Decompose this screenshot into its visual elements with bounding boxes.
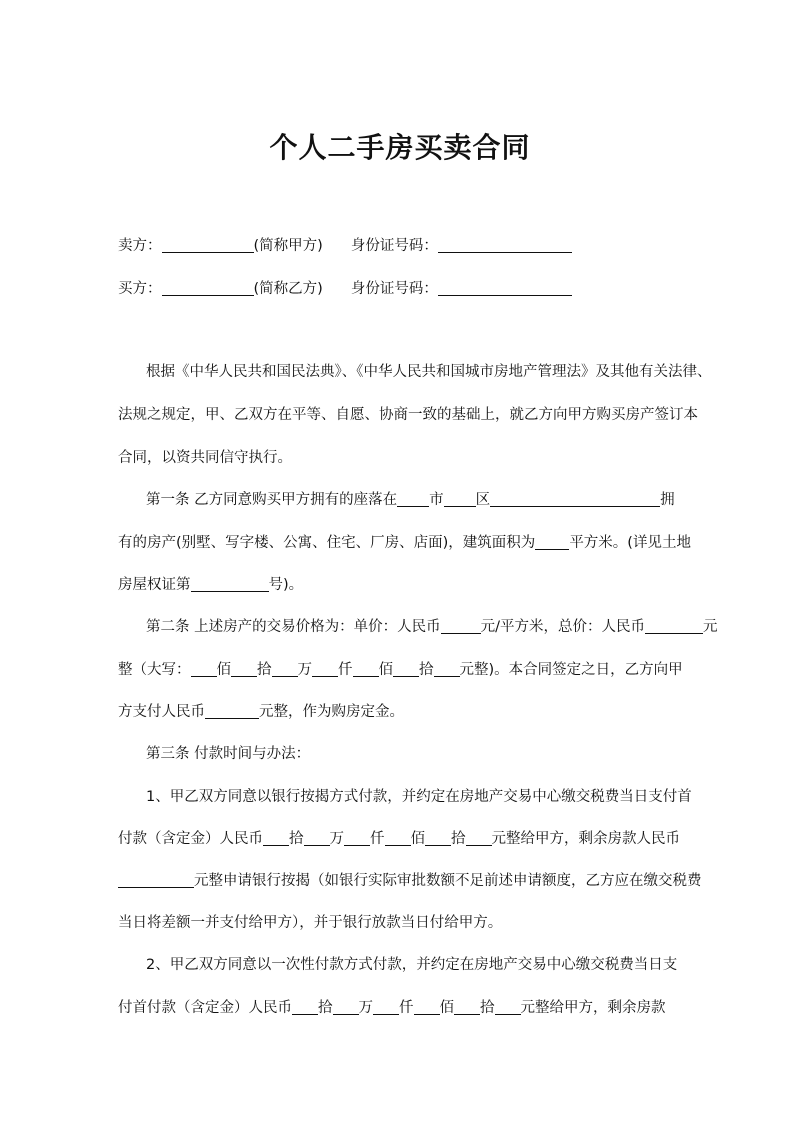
area-blank (535, 533, 569, 550)
article-3-line: 付款（含定金）人民币 拾 万 仟 佰 拾 元整给甲方，剩余房款人民币 (118, 831, 680, 847)
seller-note: (简称甲方) (253, 238, 323, 254)
deed-number-blank (191, 575, 269, 592)
seller-line (118, 234, 572, 255)
district-blank (444, 490, 476, 507)
article-1-line: 第一条 乙方同意购买甲方拥有的座落在 市 区 拥 (146, 492, 675, 508)
text-line: 根据《中华人民共和国民法典》、《中华人民共和国城市房地产管理法》及其他有关法律、 (146, 364, 712, 380)
buyer-note: (简称乙方) (253, 281, 323, 297)
buyer-line (118, 277, 572, 298)
text-line: 第三条 付款时间与办法： (146, 746, 311, 762)
buyer-id-label: 身份证号码： (350, 281, 438, 297)
seller-label: 卖方： (118, 238, 162, 254)
page-title: 个人二手房买卖合同 (269, 131, 531, 164)
article-2-line: 整（大写： 佰 拾 万 仟 佰 拾 元整)。本合同签定之日，乙方向甲 (118, 662, 683, 678)
article-3-line: 付首付款（含定金）人民币 拾 万 仟 佰 拾 元整给甲方，剩余房款 (118, 1000, 666, 1016)
unit-price-blank (441, 617, 481, 634)
text-line: 合同，以资共同信守执行。 (118, 450, 292, 466)
buyer-name-blank (162, 279, 254, 296)
seller-name-blank (162, 236, 254, 253)
text-line: 当日将差额一并支付给甲方），并于银行放款当日付给甲方。 (118, 915, 503, 931)
article-3-line: 元整申请银行按揭（如银行实际审批数额不足前述申请额度，乙方应在缴交税费 (118, 869, 702, 890)
text-line: 2、甲乙双方同意以一次性付款方式付款，并约定在房地产交易中心缴交税费当日支 (146, 957, 678, 973)
city-blank (397, 490, 429, 507)
article-2-line: 方支付人民币 元整，作为购房定金。 (118, 704, 404, 720)
seller-id-label: 身份证号码： (350, 238, 438, 254)
article-1-line: 有的房产(别墅、写字楼、公寓、住宅、厂房、店面)，建筑面积为 平方米。(详见土地 (118, 535, 691, 551)
total-price-blank (645, 617, 703, 634)
text-line: 法规之规定，甲、乙双方在平等、自愿、协商一致的基础上，就乙方向甲方购买房产签订本 (118, 407, 698, 423)
seller-id-blank (438, 236, 572, 253)
buyer-id-blank (438, 279, 572, 296)
address-blank (490, 490, 660, 507)
text-line: 1、甲乙双方同意以银行按揭方式付款，并约定在房地产交易中心缴交税费当日支付首 (146, 789, 692, 805)
article-2-line: 第二条 上述房产的交易价格为：单价：人民币 元/平方米，总价：人民币 元 (146, 619, 718, 635)
buyer-label: 买方： (118, 281, 162, 297)
article-1-line: 房屋权证第 号)。 (118, 577, 304, 593)
deposit-blank (205, 702, 259, 719)
loan-amount-blank (118, 871, 194, 888)
